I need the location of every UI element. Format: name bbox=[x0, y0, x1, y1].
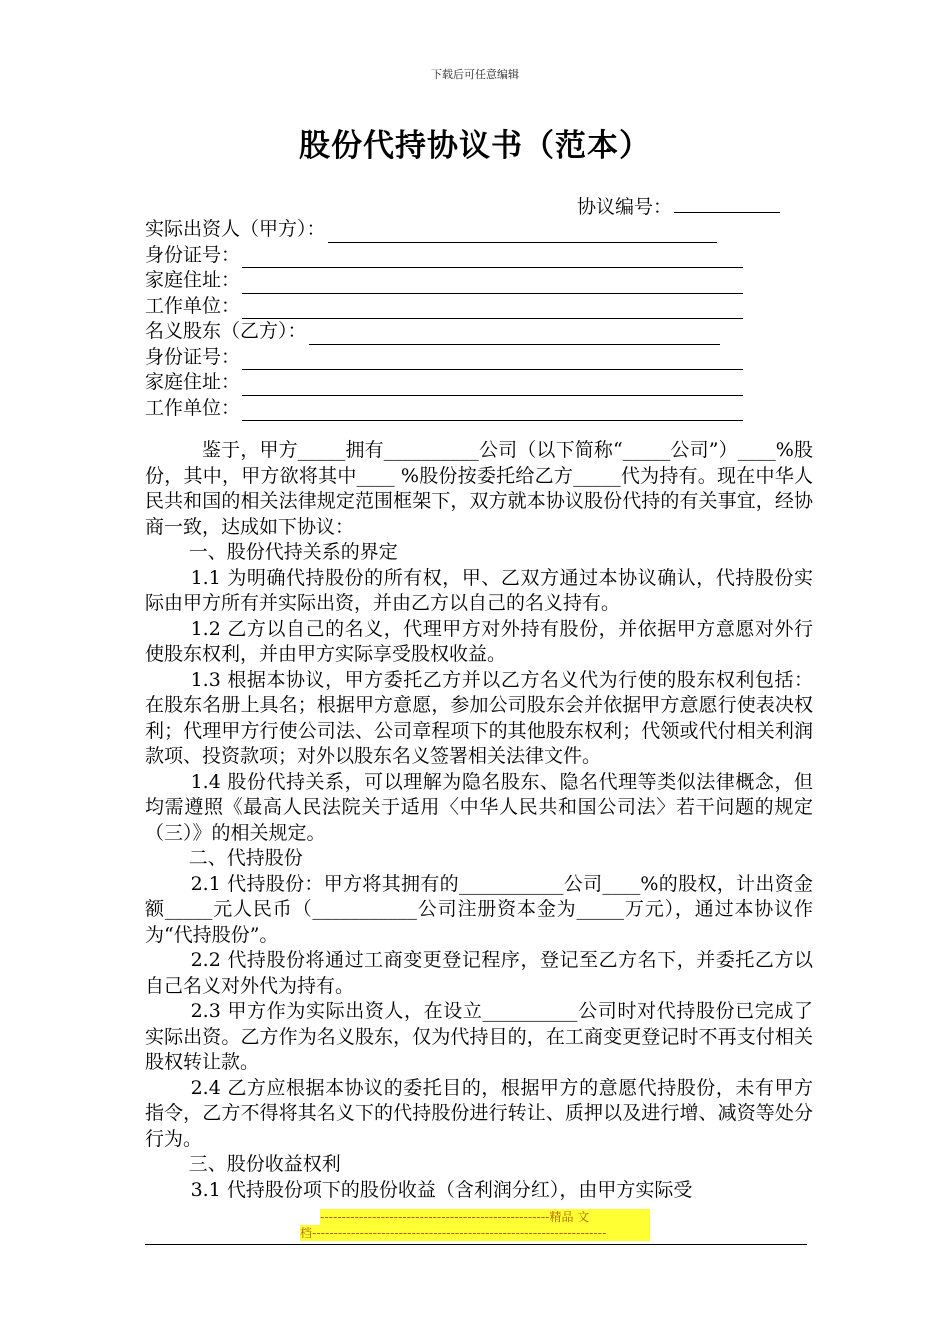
field-blank bbox=[242, 376, 743, 396]
clause-1-2: 1.2 乙方以自己的名义，代理甲方对外持有股份，并依据甲方意愿对外行使股东权利，并由甲方实际享受股权收益。 bbox=[145, 617, 813, 665]
footer-watermark bbox=[300, 1209, 650, 1241]
field-blank bbox=[242, 248, 743, 268]
section-heading-2: 二、代持股份 bbox=[188, 847, 303, 869]
party-a-id-row bbox=[145, 243, 743, 269]
field-blank bbox=[242, 299, 743, 319]
field-label: 家庭住址： bbox=[145, 371, 241, 393]
party-a-employer-row bbox=[145, 294, 743, 320]
agreement-number-label: 协议编号： bbox=[577, 196, 673, 218]
field-blank bbox=[328, 223, 717, 243]
clause-2-1: 2.1 代持股份：甲方将其拥有的___________公司____%的股权，计出资金额_____元人民币（___________公司注册资本金为_____万元），通过本协议作为“代持股份”。 bbox=[145, 872, 813, 946]
footer-divider bbox=[145, 1244, 807, 1245]
field-label: 身份证号： bbox=[145, 243, 241, 266]
clause-3-1: 3.1 代持股份项下的股份收益（含利润分红），由甲方实际受 bbox=[190, 1178, 693, 1201]
section-heading-3: 三、股份收益权利 bbox=[188, 1153, 341, 1175]
field-label: 家庭住址： bbox=[145, 269, 241, 291]
section-heading-1: 一、股份代持关系的界定 bbox=[188, 541, 398, 563]
field-label: 实际出资人（甲方）： bbox=[145, 218, 326, 240]
party-b-employer-row bbox=[145, 396, 743, 422]
party-a-address-row bbox=[145, 268, 743, 294]
field-blank bbox=[242, 350, 743, 370]
clause-2-2: 2.2 代持股份将通过工商变更登记程序，登记至乙方名下，并委托乙方以自己名义对外代为持有。 bbox=[145, 949, 813, 997]
agreement-number bbox=[577, 192, 780, 219]
field-label: 身份证号： bbox=[145, 345, 241, 368]
field-label: 工作单位： bbox=[145, 396, 241, 419]
party-info-block bbox=[145, 217, 743, 421]
clause-2-3: 2.3 甲方作为实际出资人，在设立__________公司时对代持股份已完成了实际出资。乙方作为名义股东，仅为代持目的，在工商变更登记时不再支付相关股权转让款。 bbox=[145, 1000, 813, 1073]
party-b-name-row bbox=[145, 319, 743, 345]
intro-paragraph: 鉴于，甲方_____拥有__________公司（以下简称“_____公司”）____%股份，其中，甲方欲将其中____ %股份按委托给乙方_____代为持有。现在中华人民共和国的相关法律规定范围框架下，双方就本协议股份代持的有关事宜，经协商一致，达成如下协议： bbox=[145, 439, 813, 538]
clause-2-4: 2.4 乙方应根据本协议的委托目的，根据甲方的意愿代持股份，未有甲方指令，乙方不得将其名义下的代持股份进行转让、质押以及进行增、减资等处分行为。 bbox=[145, 1076, 813, 1150]
clause-1-4: 1.4 股份代持关系，可以理解为隐名股东、隐名代理等类似法律概念，但均需遵照《最高人民法院关于适用〈中华人民共和国公司法〉若干问题的规定（三）》的相关规定。 bbox=[145, 770, 813, 844]
field-blank bbox=[309, 325, 720, 345]
agreement-number-blank bbox=[674, 193, 780, 213]
header-note: 下载后可任意编辑 bbox=[431, 68, 519, 81]
field-label: 名义股东（乙方）： bbox=[145, 320, 307, 342]
footer-line-2: 档-------------------------------------------------------------------- bbox=[300, 1225, 650, 1241]
party-a-name-row bbox=[145, 217, 743, 243]
clause-1-3: 1.3 根据本协议，甲方委托乙方并以乙方名义代为行使的股东权利包括：在股东名册上具名；根据甲方意愿，参加公司股东会并依据甲方意愿行使表决权利；代理甲方行使公司法、公司章程项下的其他股东权利；代领或代付相关利润款项、投资款项；对外以股东名义签署相关法律文件。 bbox=[145, 668, 813, 767]
agreement-body bbox=[145, 438, 813, 1203]
field-label: 工作单位： bbox=[145, 294, 241, 317]
document-title: 股份代持协议书（范本） bbox=[299, 128, 651, 164]
clause-1-1: 1.1 为明确代持股份的所有权，甲、乙双方通过本协议确认，代持股份实际由甲方所有并实际出资，并由乙方以自己的名义持有。 bbox=[145, 566, 813, 614]
party-b-id-row bbox=[145, 345, 743, 371]
party-b-address-row bbox=[145, 370, 743, 396]
footer-line-1: -----------------------------------------------------精品 文 bbox=[320, 1209, 650, 1225]
field-blank bbox=[242, 401, 743, 421]
field-blank bbox=[242, 274, 743, 294]
